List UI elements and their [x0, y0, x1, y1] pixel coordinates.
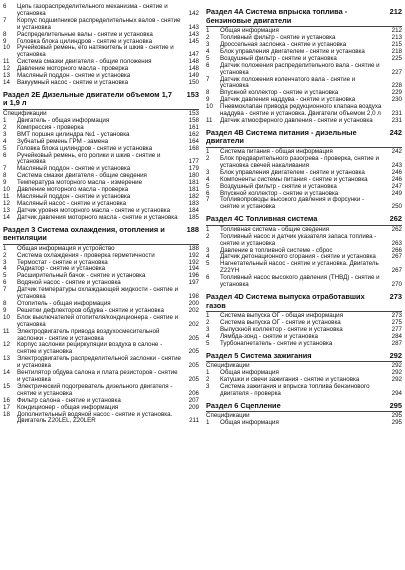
entry-text: Спецификации — [206, 362, 250, 370]
entry-page-number: 212 — [391, 27, 402, 35]
entry-page-number: 292 — [391, 369, 402, 377]
entry-number: 2 — [206, 154, 210, 162]
entry-page-number: 183 — [188, 199, 199, 207]
entry-page-number: 270 — [391, 281, 402, 289]
section-page-number: 212 — [389, 7, 402, 16]
entry-number: 13 — [3, 72, 10, 80]
entry-number: 11 — [3, 58, 10, 66]
entry-number: 12 — [3, 199, 10, 207]
section-title-text: Раздел 2E Дизельные двигатели объемом 1,7 и 1,9 л — [3, 89, 172, 108]
entry-page-number: 292 — [391, 376, 402, 384]
entry-page-number: 284 — [391, 332, 402, 340]
entry-page-number: 192 — [188, 258, 199, 266]
entry-number: 8 — [3, 172, 7, 180]
entry-text: Система охлаждения - проверка герметичности — [17, 251, 155, 259]
entry-page-number: 247 — [391, 182, 402, 190]
entry-page-number: 205 — [188, 348, 199, 356]
entry-page-number: 198 — [188, 293, 199, 301]
section-title — [206, 352, 402, 361]
entry-number: 8 — [3, 300, 7, 307]
entry-text: Компрессия - проверка — [17, 123, 84, 131]
entry-number: 17 — [3, 403, 10, 411]
entry-number: 2 — [206, 319, 210, 327]
entry-text: Пневмоклапан привода редукционного клапана воздуха наддува - снятие и установка. Двигатели объемом 2,0 л — [220, 103, 382, 118]
entry-page-number: 147 — [188, 51, 199, 59]
right-column — [206, 4, 402, 427]
entry-number: 7 — [3, 286, 7, 294]
entry-text: Система смазки двигателя - общие сведения — [17, 172, 147, 180]
toc-entry[interactable] — [3, 4, 199, 18]
entry-number: 9 — [3, 179, 7, 187]
entry-text: Температура моторного масла - измерение — [17, 179, 143, 187]
entry-text: Система питания - общая информация — [220, 148, 333, 156]
entry-text: Система выпуска ОГ - общая информация — [220, 312, 343, 320]
toc-entry[interactable] — [3, 356, 199, 370]
entry-page-number: 295 — [391, 419, 402, 427]
entry-text: Масляный насос - снятие и установка — [17, 199, 127, 207]
entry-number: 10 — [3, 44, 10, 52]
entry-number: 3 — [3, 258, 7, 266]
entry-page-number: 243 — [391, 161, 402, 169]
entry-page-number: 188 — [188, 244, 199, 252]
entry-text: Цепь газораспределительного механизма - снятие и установка — [17, 3, 168, 17]
entry-page-number: 184 — [188, 206, 199, 214]
entry-text: Впускной коллектор - снятие и установка — [220, 89, 339, 97]
entry-number: 14 — [3, 78, 10, 86]
entry-page-number: 228 — [391, 82, 402, 90]
toc-entry[interactable] — [3, 45, 199, 59]
section-title — [3, 226, 199, 243]
entry-number: 1 — [3, 116, 7, 124]
toc-entry[interactable] — [3, 215, 199, 222]
entry-text: Дополнительный водяной насос - снятие и установка. Двигатель Z20LEL, Z20LER — [17, 410, 173, 425]
toc-entry[interactable] — [206, 234, 402, 248]
entry-page-number: 149 — [188, 72, 199, 80]
entry-number: 1 — [206, 369, 210, 377]
entry-text: Общая информация — [220, 419, 279, 427]
entry-number: 3 — [206, 41, 210, 48]
entry-number: 2 — [206, 232, 210, 240]
entry-text: Топливный фильтр - снятие и установка — [220, 34, 336, 42]
entry-number: 8 — [3, 30, 7, 38]
entry-page-number: 215 — [391, 41, 402, 48]
entry-number: 1 — [206, 148, 210, 156]
entry-text: Вакуумный насос - снятие и установка — [17, 78, 129, 86]
entry-page-number: 181 — [188, 186, 199, 194]
section-title-text: Раздел 3 Система охлаждения, отопления и вентиляции — [3, 224, 165, 243]
section-title — [3, 91, 199, 108]
entry-text: Масляный поддон - снятие и установка — [17, 165, 131, 173]
entry-text: Выпускной коллектор - снятие и установка — [220, 325, 343, 333]
entry-number: 4 — [206, 47, 210, 55]
entry-text: Кондиционер - общая информация — [17, 403, 119, 411]
section-page-number: 262 — [389, 214, 402, 224]
entry-number: 16 — [3, 396, 10, 404]
entry-text: Компоненты системы питания - снятие и установка — [220, 175, 368, 183]
entry-page-number: 230 — [391, 96, 402, 104]
entry-text: Радиатор - снятие и установка — [17, 265, 106, 273]
section-title — [206, 129, 402, 146]
entry-text: Решетки дефлекторов обдува - снятие и установка — [17, 306, 164, 314]
entry-number: 13 — [3, 355, 10, 363]
entry-text: Лямбда-зонд - снятие и установка — [220, 332, 318, 340]
entry-page-number: 196 — [188, 272, 199, 280]
entry-text: Водяной насос - снятие и установка — [17, 279, 121, 287]
entry-number: 1 — [206, 312, 210, 320]
section-page-number: 292 — [389, 350, 402, 360]
entry-text: Двигатель - общая информация — [17, 116, 110, 124]
entry-page-number: 218 — [391, 47, 402, 55]
entry-page-number: 246 — [391, 175, 402, 183]
section-page-number: 188 — [186, 224, 199, 234]
entry-page-number: 207 — [188, 396, 199, 404]
entry-page-number: 200 — [188, 300, 199, 307]
entry-page-number: 205 — [188, 334, 199, 342]
entry-page-number: 249 — [391, 189, 402, 197]
left-column — [3, 4, 199, 425]
entry-text: Блок выключателей отопителя/кондиционера - снятие и установка — [17, 313, 179, 328]
toc-entry[interactable] — [206, 261, 402, 275]
entry-page-number: 287 — [391, 339, 402, 347]
entry-text: Датчик атмосферного давления - снятие и установка — [220, 116, 373, 124]
entry-number: 4 — [3, 265, 7, 273]
entry-page-number: 277 — [391, 325, 402, 333]
entry-number: 11 — [206, 116, 213, 124]
entry-page-number: 231 — [391, 110, 402, 118]
entry-number: 11 — [3, 192, 10, 200]
toc-entry[interactable] — [206, 384, 402, 398]
entry-number: 1 — [206, 225, 210, 233]
entry-text: Общая информация — [220, 27, 279, 35]
section-title — [206, 215, 402, 224]
toc-entry[interactable] — [206, 63, 402, 77]
entry-number: 6 — [206, 61, 210, 69]
entry-number: 6 — [3, 3, 7, 10]
toc-entry[interactable] — [3, 315, 199, 329]
entry-text: Отопитель - общая информация — [17, 300, 111, 307]
entry-page-number: 229 — [391, 89, 402, 97]
entry-text: Корпус заслонки рециркуляции воздуха в салоне - снятие и установка — [17, 341, 163, 356]
entry-text: Электродвигатель распределительной заслонки - снятие и установка — [17, 355, 181, 370]
entry-page-number: 153 — [188, 110, 199, 118]
entry-page-number: 231 — [391, 116, 402, 124]
entry-number: 12 — [3, 341, 10, 349]
entry-page-number: 227 — [391, 68, 402, 76]
entry-page-number: 262 — [391, 225, 402, 233]
entry-page-number: 294 — [391, 389, 402, 397]
entry-number: 4 — [3, 137, 7, 145]
entry-page-number: 143 — [188, 23, 199, 31]
entry-number: 7 — [3, 165, 7, 173]
entry-page-number: 177 — [188, 158, 199, 166]
section-title — [206, 402, 402, 411]
entry-number: 6 — [206, 189, 210, 197]
entry-page-number: 267 — [391, 253, 402, 261]
entry-page-number: 148 — [188, 58, 199, 66]
entry-page-number: 202 — [188, 306, 199, 314]
section-title-text: Раздел 4D Система выпуска отработавших газов — [206, 291, 365, 310]
section-page-number: 242 — [389, 127, 402, 137]
entry-page-number: 266 — [391, 246, 402, 254]
entry-number: 5 — [206, 339, 210, 347]
entry-number: 3 — [206, 383, 210, 390]
entry-number: 5 — [206, 54, 210, 62]
entry-text: Фильтр салона - снятие и установка — [17, 396, 121, 404]
entry-number: 5 — [3, 144, 7, 152]
toc-entry[interactable] — [206, 156, 402, 170]
entry-text: Вентилятор обдува салона и плата резисторов - снятие и установка — [17, 369, 178, 383]
entry-page-number: 185 — [188, 213, 199, 221]
entry-number: 8 — [206, 89, 210, 97]
entry-page-number: 292 — [391, 362, 402, 370]
toc-entry[interactable] — [3, 287, 199, 301]
entry-page-number: 250 — [391, 203, 402, 211]
entry-number: 9 — [206, 96, 210, 104]
entry-page-number: 145 — [188, 37, 199, 45]
section-title-text: Раздел 6 Сцепление — [206, 400, 281, 410]
entry-page-number: 148 — [188, 65, 199, 73]
entry-page-number: 211 — [189, 417, 199, 425]
entry-text: Спецификации — [206, 412, 250, 420]
toc-entry[interactable] — [206, 118, 402, 125]
entry-page-number: 213 — [391, 34, 402, 42]
entry-page-number: 181 — [188, 179, 199, 187]
toc-entry[interactable] — [3, 342, 199, 356]
entry-number: 1 — [206, 27, 210, 35]
toc-entry[interactable] — [3, 153, 199, 167]
entry-text: Топливный насос высокого давления (ТНВД) - снятие и установка — [220, 274, 380, 289]
entry-page-number: 205 — [188, 375, 199, 383]
entry-number: 1 — [3, 244, 7, 252]
entry-number: 3 — [206, 246, 210, 254]
entry-number: 15 — [3, 382, 10, 390]
entry-page-number: 273 — [391, 312, 402, 320]
entry-text: Ручейковый ремень, его натяжитель и шкив - снятие и установка — [17, 44, 174, 59]
entry-text: Топливная система - общие сведения — [220, 225, 329, 233]
section-title-text: Раздел 4A Система впрыска топлива - бензиновые двигатели — [206, 7, 348, 25]
entry-page-number: 162 — [188, 130, 199, 138]
entry-text: Впускной коллектор - снятие и установка — [220, 189, 339, 197]
entry-number: 14 — [3, 213, 10, 221]
entry-page-number: 194 — [188, 265, 199, 273]
entry-number: 4 — [206, 175, 210, 183]
entry-text: Давление моторного масла - проверка — [17, 186, 129, 194]
toc-entry[interactable] — [3, 18, 199, 32]
entry-text: Датчик уровня моторного масла - снятие и установка — [17, 206, 171, 214]
section-title-text: Раздел 4B Система питания - дизельные двигатели — [206, 127, 357, 146]
entry-number: 5 — [206, 260, 210, 268]
toc-entry[interactable] — [3, 329, 199, 343]
entry-page-number: 267 — [391, 267, 402, 275]
entry-text: Датчик положения коленчатого вала - снятие и установка — [220, 75, 356, 90]
entry-number: 7 — [206, 75, 210, 83]
section-title — [206, 8, 402, 25]
entry-page-number: 192 — [188, 251, 199, 259]
entry-text: Нагнетательный насос - снятие и установка. Двигатель Z22YH — [220, 260, 379, 275]
entry-number: 12 — [3, 65, 10, 73]
entry-number: 4 — [206, 332, 210, 340]
entry-page-number: 180 — [188, 172, 199, 180]
entry-page-number: 179 — [188, 165, 199, 173]
entry-number: 3 — [206, 325, 210, 333]
section-title-text: Раздел 4C Топливная система — [206, 214, 318, 224]
entry-page-number: 161 — [188, 123, 199, 131]
toc-entry[interactable] — [206, 420, 402, 427]
entry-text: Турбонагнетатель - снятие и установка — [220, 339, 333, 347]
entry-text: Датчик температуры охлаждающей жидкости - снятие и установка — [17, 286, 179, 301]
entry-text: Топливопроводы высокого давления и форсунки - снятие и установка — [220, 196, 365, 211]
entry-number: 18 — [3, 410, 10, 418]
entry-page-number: 295 — [391, 412, 402, 420]
entry-text: Система выпуска ОГ - снятие и установка — [220, 319, 341, 327]
entry-page-number: 158 — [188, 116, 199, 124]
section-page-number: 273 — [389, 291, 402, 301]
entry-text: Масляный поддон - снятие и установка — [17, 72, 131, 80]
entry-text: Масляный поддон - снятие и установка — [17, 192, 131, 200]
entry-page-number: 197 — [188, 279, 199, 287]
toc-entry[interactable] — [206, 104, 402, 118]
entry-page-number: 143 — [188, 30, 199, 38]
entry-number: 9 — [3, 306, 7, 314]
toc-entry[interactable] — [3, 384, 199, 398]
entry-page-number: 150 — [188, 78, 199, 86]
entry-page-number: 182 — [188, 192, 199, 200]
entry-text: Блок управления двигателем - снятие и установка — [220, 47, 365, 55]
entry-page-number: 263 — [391, 239, 402, 247]
entry-text: Термостат - снятие и установка — [17, 258, 108, 266]
entry-number: 13 — [3, 206, 10, 214]
entry-text: Электрический подогреватель дизельного двигателя - снятие и установка — [17, 382, 173, 397]
entry-text: Дроссельная заслонка - снятие и установка — [220, 41, 347, 48]
entry-number: 2 — [206, 34, 210, 42]
entry-text: Система смазки двигателя - общие положения — [17, 58, 152, 66]
entry-number: 7 — [206, 196, 210, 204]
entry-text: Головка блока цилиндров - снятие и установка — [17, 144, 153, 152]
entry-number: 11 — [3, 327, 10, 335]
entry-text: Воздушный фильтр - снятие и установка — [220, 54, 337, 62]
entry-number: 10 — [3, 313, 10, 321]
entry-text: Датчик давления моторного масла - снятие и установка — [17, 213, 178, 221]
entry-text: Давление в топливной системе - сброс — [220, 246, 333, 254]
entry-number: 3 — [3, 130, 7, 138]
entry-text: Давление моторного масла - проверка — [17, 65, 129, 73]
entry-text: Общая информация — [220, 369, 279, 377]
entry-number: 2 — [3, 123, 7, 131]
toc-entry[interactable] — [206, 275, 402, 289]
entry-number: 10 — [3, 186, 10, 194]
entry-text: Датчик детонационного сгорания - снятие и установка — [220, 253, 376, 261]
entry-text: Распределительные валы - снятие и установка — [17, 30, 153, 38]
entry-page-number: 275 — [391, 319, 402, 327]
entry-number: 6 — [3, 151, 7, 159]
entry-page-number: 246 — [391, 168, 402, 176]
entry-number: 5 — [3, 272, 7, 280]
section-title — [206, 293, 402, 310]
entry-text: Система зажигания и впрыска топлива бензинового двигателя - проверка — [220, 383, 370, 397]
entry-number: 3 — [206, 168, 210, 176]
entry-number: 2 — [206, 376, 210, 384]
entry-number: 7 — [3, 16, 7, 24]
entry-text: Спецификации — [3, 110, 47, 118]
toc-entry[interactable] — [206, 77, 402, 91]
entry-number: 6 — [206, 274, 210, 282]
entry-page-number: 206 — [188, 389, 199, 397]
entry-text: Ручейковый ремень, его ролики и шкив - снятие и установка — [17, 151, 161, 166]
entry-number: 1 — [206, 419, 210, 427]
entry-text: Блок управления двигателем - снятие и установка — [220, 168, 365, 176]
entry-text: Датчик положения распределительного вала - снятие и установка — [220, 61, 380, 76]
entry-page-number: 202 — [188, 320, 199, 328]
toc-entry[interactable] — [206, 341, 402, 348]
entry-page-number: 168 — [188, 144, 199, 152]
entry-text: Блок предварительного разогрева - проверка, снятие и установка свечей накаливания — [220, 154, 379, 169]
entry-page-number: 209 — [188, 403, 199, 411]
entry-number: 6 — [3, 279, 7, 287]
section-page-number: 153 — [186, 89, 199, 99]
entry-number: 2 — [3, 251, 7, 259]
entry-number: 9 — [3, 37, 7, 45]
entry-text: Общая информация и устройство — [17, 244, 115, 252]
entry-number: 10 — [206, 103, 213, 111]
entry-text: Электродвигатель привода воздухосмесительной заслонки - снятие и установка — [17, 327, 160, 342]
entry-text: Датчик давления наддува - снятие и установка — [220, 96, 356, 104]
section-page-number: 295 — [389, 400, 402, 410]
section-title-text: Раздел 5 Система зажигания — [206, 350, 312, 360]
toc-entry[interactable] — [3, 370, 199, 384]
entry-page-number: 142 — [188, 9, 199, 17]
toc-entry[interactable] — [206, 197, 402, 211]
entry-number: 4 — [206, 253, 210, 261]
entry-page-number: 242 — [391, 148, 402, 156]
entry-text: Корпус подшипников распределительных валов - снятие и установка — [17, 16, 181, 31]
entry-text: Топливный насос и датчик указателя запаса топлива - снятие и установка — [220, 232, 377, 247]
entry-page-number: 205 — [188, 362, 199, 370]
entry-number: 5 — [206, 182, 210, 190]
entry-text: ВМТ поршня цилиндра №1 - установка — [17, 130, 130, 138]
entry-text: Зубчатый ремень ГРМ - замена — [17, 137, 109, 145]
entry-page-number: 164 — [188, 137, 199, 145]
entry-text: Воздушный фильтр - снятие и установка — [220, 182, 337, 190]
entry-number: 14 — [3, 369, 10, 377]
toc-entry[interactable] — [3, 412, 199, 426]
toc-entry[interactable] — [3, 80, 199, 87]
entry-text: Головка блока цилиндров - снятие и установка — [17, 37, 153, 45]
entry-page-number: 225 — [391, 54, 402, 62]
entry-text: Катушки и свечи зажигания - снятие и установка — [220, 376, 360, 384]
entry-text: Расширительный бачок - снятие и установка — [17, 272, 146, 280]
